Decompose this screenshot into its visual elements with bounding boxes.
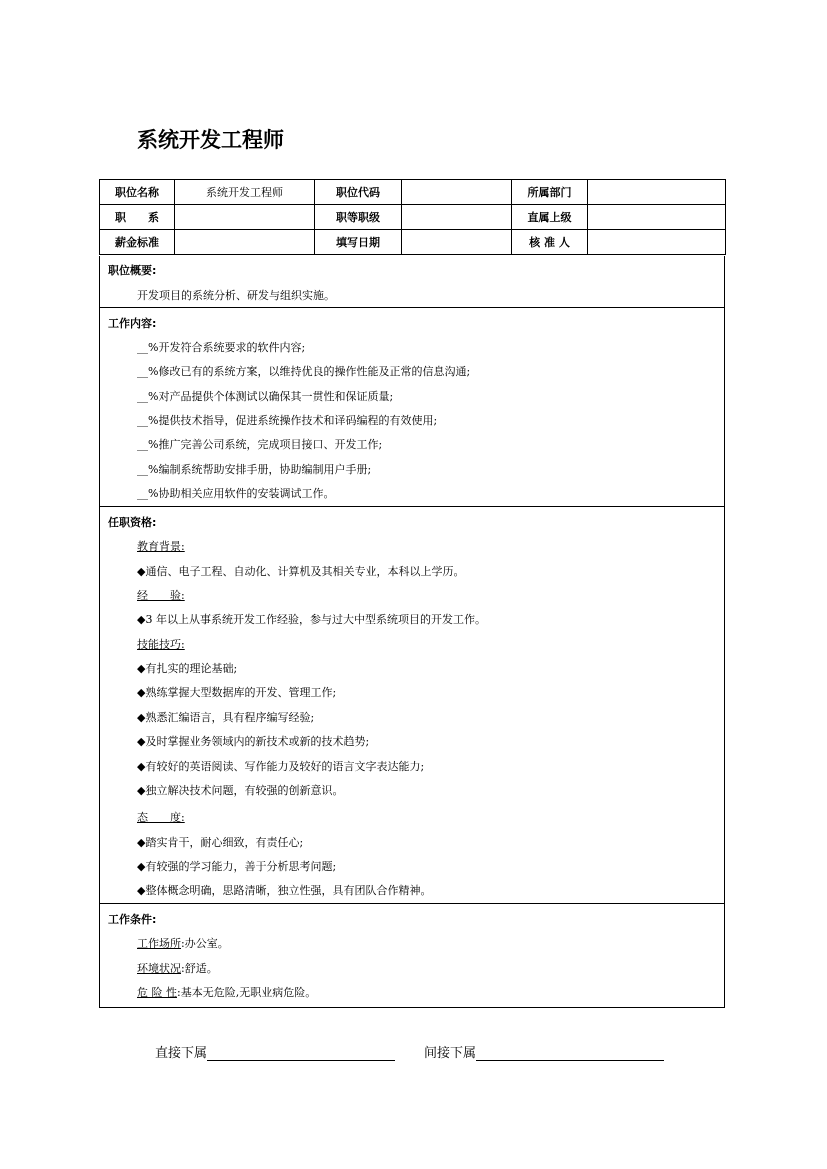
list-item: __%编制系统帮助安排手册，协助编制用户手册; [137, 463, 372, 476]
workplace-value: :办公室。 [181, 937, 229, 950]
list-item: __%对产品提供个体测试以确保其一贯性和保证质量; [137, 390, 394, 403]
position-code-value [402, 180, 512, 205]
conditions-section [99, 904, 725, 1008]
list-item: ◆熟悉汇编语言，具有程序编写经验; [137, 711, 315, 724]
fill-date-value [402, 230, 512, 255]
list-item: ◆有较强的学习能力，善于分析思考问题; [137, 860, 337, 873]
position-name-label: 职位名称 [100, 180, 175, 205]
qualifications-section [99, 507, 725, 904]
list-item: ◆有扎实的理论基础; [137, 662, 238, 675]
position-code-label: 职位代码 [315, 180, 402, 205]
list-item: __%推广完善公司系统，完成项目接口、开发工作; [137, 438, 383, 451]
list-item: __%协助相关应用软件的安装调试工作。 [137, 487, 335, 500]
summary-text: 开发项目的系统分析、研发与组织实施。 [137, 289, 335, 302]
environment-line [137, 960, 218, 976]
education-label: 教育背景: [137, 540, 185, 553]
supervisor-value [588, 205, 726, 230]
indirect-subordinates-label: 间接下属 [424, 1046, 477, 1061]
workplace-label: 工作场所 [137, 937, 181, 950]
experience-label: 经 验: [137, 589, 185, 602]
environment-label: 环境状况 [137, 962, 181, 975]
page-title: 系统开发工程师 [137, 128, 284, 152]
summary-title: 职位概要: [108, 264, 157, 277]
conditions-title: 工作条件: [108, 913, 157, 926]
list-item: __%修改已有的系统方案，以维持优良的操作性能及正常的信息沟通; [137, 365, 471, 378]
direct-subordinates [155, 1042, 395, 1061]
risk-label: 危 险 性 [137, 986, 177, 999]
job-series-value [175, 205, 315, 230]
environment-value: :舒适。 [181, 962, 218, 975]
table-row [100, 230, 726, 255]
list-item: ◆及时掌握业务领域内的新技术或新的技术趋势; [137, 735, 370, 748]
salary-value [175, 230, 315, 255]
indirect-subordinates [424, 1042, 664, 1061]
attitude-label: 态 度: [137, 811, 185, 824]
list-item: ◆有较好的英语阅读、写作能力及较好的语言文字表达能力; [137, 760, 425, 773]
approver-label: 核 准 人 [512, 230, 588, 255]
duties-section [99, 308, 725, 507]
direct-subordinates-label: 直接下属 [155, 1046, 208, 1061]
salary-label: 薪金标准 [100, 230, 175, 255]
job-series-label: 职 系 [100, 205, 175, 230]
summary-section [99, 256, 725, 308]
risk-value: :基本无危险,无职业病危险。 [177, 986, 317, 999]
list-item: ◆踏实肯干，耐心细致，有责任心; [137, 836, 304, 849]
table-row [100, 180, 726, 205]
qualifications-title: 任职资格: [108, 516, 157, 529]
list-item: ◆独立解决技术问题，有较强的创新意识。 [137, 784, 344, 797]
approver-value [588, 230, 726, 255]
list-item: __%提供技术指导，促进系统操作技术和译码编程的有效使用; [137, 414, 438, 427]
department-value [588, 180, 726, 205]
workplace-line [137, 935, 229, 951]
fill-date-label: 填写日期 [315, 230, 402, 255]
duties-title: 工作内容: [108, 317, 157, 330]
list-item: ◆整体概念明确，思路清晰，独立性强，具有团队合作精神。 [137, 884, 432, 897]
indirect-subordinates-blank[interactable] [476, 1046, 664, 1061]
grade-label: 职等职级 [315, 205, 402, 230]
skills-label: 技能技巧: [137, 638, 185, 651]
grade-value [402, 205, 512, 230]
position-info-table [99, 179, 726, 255]
experience-text: ◆3 年以上从事系统开发工作经验，参与过大中型系统项目的开发工作。 [137, 613, 486, 626]
risk-line [137, 984, 316, 1000]
list-item: __%开发符合系统要求的软件内容; [137, 341, 306, 354]
education-text: ◆通信、电子工程、自动化、计算机及其相关专业，本科以上学历。 [137, 565, 465, 578]
table-row [100, 205, 726, 230]
list-item: ◆熟练掌握大型数据库的开发、管理工作; [137, 686, 337, 699]
department-label: 所属部门 [512, 180, 588, 205]
supervisor-label: 直属上级 [512, 205, 588, 230]
direct-subordinates-blank[interactable] [207, 1046, 395, 1061]
position-name-value: 系统开发工程师 [175, 180, 315, 205]
